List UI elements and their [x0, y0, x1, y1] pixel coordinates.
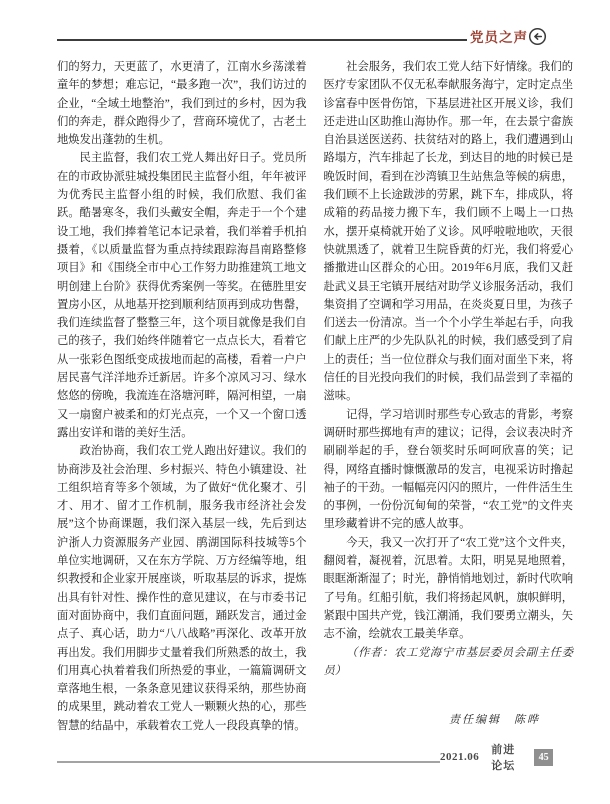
paragraph: 记得，学习培训时那些专心致志的背影，考察调研时那些掷地有声的建议；记得，会议表决时齐刷刷举起的手，登台领奖时乐呵呵欣喜的笑；记得，网络直播时慷慨激昂的发言，电视采访时撸起袖子的干劲。一幅幅亮闪闪的照片，一件件活生生的事例，一份份沉甸甸的荣誉，“农工党”的文件夹里珍藏着讲不完的感人故事。 — [323, 408, 573, 531]
author-note: （作者：农工党海宁市基层委员会副主任委员） — [323, 646, 573, 677]
header-rule — [57, 39, 467, 41]
paragraph: 社会服务，我们农工党人结下好情缘。我们的医疗专家团队不仅无私奉献服务海宁，定时定点坐诊富春中医骨伤馆，下基层进社区开展义诊，我们还走进山区助推山海协作。那一年，在去景宁畲族自治县送医送药、扶贫结对的路上，我们遭遇到山路塌方，汽车排起了长龙，到达目的地的时候已是晚饭时间，看到在沙湾镇卫生站焦急等候的病患，我们顾不上长途跋涉的劳累，跳下车，排成队，将成箱的药品接力搬下车，我们顾不上喝上一口热水，摆开桌椅就开始了义诊。风呼啦啦地吹，天很快就黑透了，就着卫生院昏黄的灯光，我们将爱心播撒进山区群众的心田。2019年6月底，我们又赶赴武义县王宅镇开展结对助学义诊服务活动，我们集资捐了空调和学习用品，在炎炎夏日里，为孩子们送去一份清凉。当一个个小学生举起右手，向我们献上庄严的少先队队礼的时候，我们感受到了肩上的责任；当一位位群众与我们面对面坐下来，将信任的目光投向我们的时候，我们品尝到了幸福的滋味。 — [323, 61, 573, 403]
responsible-editor: 责任编辑 陈晔 — [449, 714, 540, 726]
paragraph: 们的努力，天更蓝了，水更清了，江南水乡荡漾着童年的梦想；难忘记，“最多跑一次”，我们访过的企业，“全域土地整治”，我们到过的乡村，因为我们的奔走，群众跑得少了，营商环境优了，古老土地焕发出蓬勃的生机。 — [57, 61, 307, 147]
journal-name: 前进论坛 — [491, 744, 516, 772]
footer-rule — [57, 761, 440, 763]
issue-date: 2021.06 — [440, 751, 480, 763]
page-number: 45 — [534, 749, 553, 766]
paragraph: 政治协商，我们农工党人跑出好建议。我们的协商涉及社会治理、乡村振兴、特色小镇建设、社工组织培育等多个领域，为了做好“优化聚才、引才、用才、留才工作机制，服务我市经济社会发展”这个协商课题，我们深入基层一线，先后到达沪浙人力资源服务产业园、鹃湖国际科技城等5个单位实地调研，又在东方学院、万方经编等地，组织教授和企业家开展座谈，听取基层的诉求，提炼出具有针对性、操作性的意见建议，在与市委书记面对面协商中，我们直面问题，踊跃发言，通过金点子、真心话，助力“八八战略”再深化、改革开放再出发。我们用脚步丈量着我们所熟悉的故土，我们用真心执着着我们所热爱的事业，一篇篇调研文章落地生根，一条条意见建议获得采纳，那些协商的成果里，跳动着农工党人一颗颗火热的心，那些智慧的结晶中，承载着农工党人一段段真挚的情。 — [57, 445, 307, 732]
footer — [440, 744, 553, 772]
paragraph: 民主监督，我们农工党人舞出好日子。党员所在的市政协派驻城投集团民主监督小组，年年被评为优秀民主监督小组的时候，我们欣慰、我们雀跃。酷暑寒冬，我们头戴安全帽，奔走于一个个建设工地，我们捧着笔记本记录着，我们举着手机拍摄着，《以质量监督为重点持续跟踪海昌南路整修项目》和《围绕全市中心工作努力助推建筑工地文明创建上台阶》获得优秀案例一等奖。在德胜里安置房小区，从地基开挖到顺利结顶再到成功售罄，我们连续监督了整整三年，这个项目就像是我们自己的孩子，我们始终伴随着它一点点长大，看着它从一张彩色图纸变成拔地而起的高楼，看着一户户居民喜气洋洋地乔迁新居。许多个凉风习习、绿水悠悠的傍晚，我流连在洛塘河畔，隔河相望，一扇又一扇窗户被柔和的灯光点亮，一个又一个窗口透露出安详和谐的美好生活。 — [57, 152, 307, 439]
article-body — [57, 58, 573, 735]
section-title: 党员之声 — [470, 30, 528, 45]
circled-arrow-icon — [528, 27, 547, 46]
left-column — [57, 58, 307, 735]
paragraph: 今天，我又一次打开了“农工党”这个文件夹，翻阅着，凝视着，沉思着。太阳，明晃晃地照着，眼眶渐渐湿了；时光，静悄悄地划过，新时代吹响了号角。红船引航，我们将扬起风帆，旗帜鲜明，紧跟中国共产党，钱江潮涌，我们要勇立潮头，矢志不渝，绘就农工最美华章。 — [323, 536, 573, 641]
right-column — [324, 58, 574, 735]
